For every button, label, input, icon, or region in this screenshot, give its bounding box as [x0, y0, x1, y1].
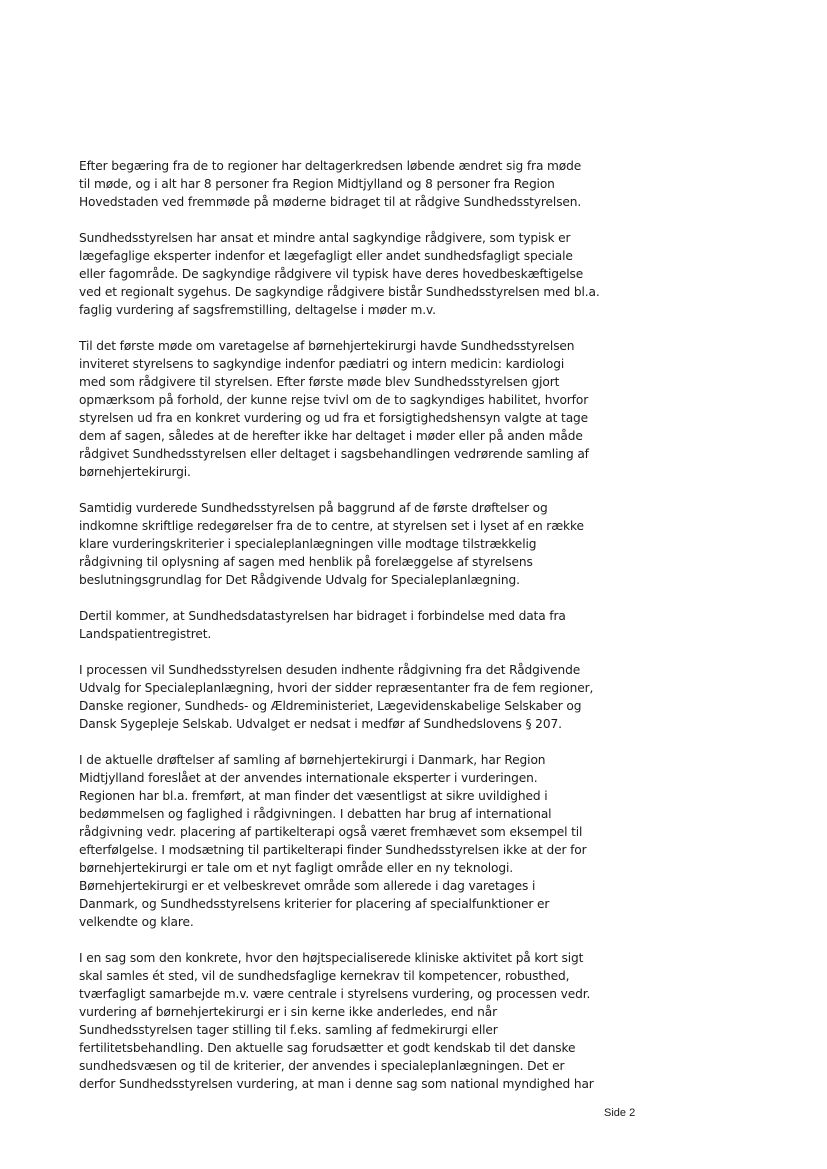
paragraph — [79, 607, 599, 643]
text-line: Regionen har bl.a. fremført, at man finder det væsentligst at sikre uvildighed i — [79, 789, 548, 803]
text-line: ved et regionalt sygehus. De sagkyndige rådgivere bistår Sundhedsstyrelsen med bl.a. — [79, 285, 600, 299]
text-line: Samtidig vurderede Sundhedsstyrelsen på baggrund af de første drøftelser og — [79, 501, 548, 515]
paragraph — [79, 499, 599, 589]
text-line: I de aktuelle drøftelser af samling af børnehjertekirurgi i Danmark, har Region — [79, 753, 546, 767]
text-line: børnehjertekirurgi. — [79, 465, 191, 479]
text-line: klare vurderingskriterier i specialeplanlægningen ville modtage tilstrækkelig — [79, 537, 537, 551]
text-line: indkomne skriftlige redegørelser fra de to centre, at styrelsen set i lyset af en række — [79, 519, 584, 533]
text-line: styrelsen ud fra en konkret vurdering og ud fra et forsigtighedshensyn valgte at tage — [79, 411, 589, 425]
text-line: inviteret styrelsens to sagkyndige indenfor pædiatri og intern medicin: kardiologi — [79, 357, 565, 371]
text-line: eller fagområde. De sagkyndige rådgivere vil typisk have deres hovedbeskæftigelse — [79, 267, 584, 281]
text-line: rådgivning til oplysning af sagen med henblik på forelæggelse af styrelsens — [79, 555, 533, 569]
text-line: Danmark, og Sundhedsstyrelsens kriterier for placering af specialfunktioner er — [79, 897, 550, 911]
text-line: Midtjylland foreslået at der anvendes internationale eksperter i vurderingen. — [79, 771, 538, 785]
text-line: med som rådgivere til styrelsen. Efter første møde blev Sundhedsstyrelsen gjort — [79, 375, 560, 389]
text-line: børnehjertekirurgi er tale om et nyt fagligt område eller en ny teknologi. — [79, 861, 514, 875]
paragraph — [79, 229, 599, 319]
text-line: tværfagligt samarbejde m.v. være centrale i styrelsens vurdering, og processen vedr. — [79, 987, 591, 1001]
paragraph — [79, 661, 599, 733]
text-line: efterfølgelse. I modsætning til partikelterapi finder Sundhedsstyrelsen ikke at der for — [79, 843, 587, 857]
text-line: Landspatientregistret. — [79, 627, 212, 641]
text-line: Efter begæring fra de to regioner har deltagerkredsen løbende ændret sig fra møde — [79, 159, 582, 173]
text-line: sundhedsvæsen og til de kriterier, der anvendes i specialeplanlægningen. Det er — [79, 1059, 565, 1073]
text-line: Sundhedsstyrelsen har ansat et mindre antal sagkyndige rådgivere, som typisk er — [79, 231, 571, 245]
text-line: Hovedstaden ved fremmøde på møderne bidraget til at rådgive Sundhedsstyrelsen. — [79, 195, 582, 209]
text-line: opmærksom på forhold, der kunne rejse tvivl om de to sagkyndiges habilitet, hvorfor — [79, 393, 589, 407]
text-line: skal samles ét sted, vil de sundhedsfaglige kernekrav til kompetencer, robusthed, — [79, 969, 570, 983]
text-line: faglig vurdering af sagsfremstilling, deltagelse i møder m.v. — [79, 303, 436, 317]
text-line: I processen vil Sundhedsstyrelsen desuden indhente rådgivning fra det Rådgivende — [79, 663, 581, 677]
text-line: velkendte og klare. — [79, 915, 194, 929]
text-line: rådgivet Sundhedsstyrelsen eller deltaget i sagsbehandlingen vedrørende samling af — [79, 447, 589, 461]
text-line: bedømmelsen og faglighed i rådgivningen. I debatten har brug af international — [79, 807, 552, 821]
text-line: derfor Sundhedsstyrelsen vurdering, at man i denne sag som national myndighed har — [79, 1077, 594, 1091]
text-line: Børnehjertekirurgi er et velbeskrevet område som allerede i dag varetages i — [79, 879, 536, 893]
text-line: dem af sagen, således at de herefter ikke har deltaget i møder eller på anden måde — [79, 429, 583, 443]
text-line: beslutningsgrundlag for Det Rådgivende Udvalg for Specialeplanlægning. — [79, 573, 520, 587]
text-line: Udvalg for Specialeplanlægning, hvori der sidder repræsentanter fra de fem regioner, — [79, 681, 594, 695]
paragraph — [79, 157, 599, 211]
text-line: Danske regioner, Sundheds- og Ældreministeriet, Lægevidenskabelige Selskaber og — [79, 699, 582, 713]
text-line: Dertil kommer, at Sundhedsdatastyrelsen har bidraget i forbindelse med data fra — [79, 609, 566, 623]
paragraph — [79, 949, 599, 1093]
text-line: lægefaglige eksperter indenfor et lægefagligt eller andet sundhedsfagligt speciale — [79, 249, 573, 263]
text-line: fertilitetsbehandling. Den aktuelle sag forudsætter et godt kendskab til det danske — [79, 1041, 576, 1055]
text-line: Til det første møde om varetagelse af børnehjertekirurgi havde Sundhedsstyrelsen — [79, 339, 575, 353]
text-line: vurdering af børnehjertekirurgi er i sin kerne ikke anderledes, end når — [79, 1005, 498, 1019]
text-line: til møde, og i alt har 8 personer fra Region Midtjylland og 8 personer fra Region — [79, 177, 555, 191]
text-line: Sundhedsstyrelsen tager stilling til f.eks. samling af fedmekirurgi eller — [79, 1023, 498, 1037]
text-line: Dansk Sygepleje Selskab. Udvalget er nedsat i medfør af Sundhedslovens § 207. — [79, 717, 562, 731]
text-line: rådgivning vedr. placering af partikelterapi også været fremhævet som eksempel til — [79, 825, 583, 839]
page-number: Side 2 — [604, 1107, 636, 1119]
text-line: I en sag som den konkrete, hvor den højtspecialiserede kliniske aktivitet på kort sigt — [79, 951, 584, 965]
paragraph — [79, 751, 599, 931]
paragraph — [79, 337, 599, 481]
document-body — [79, 157, 599, 1111]
